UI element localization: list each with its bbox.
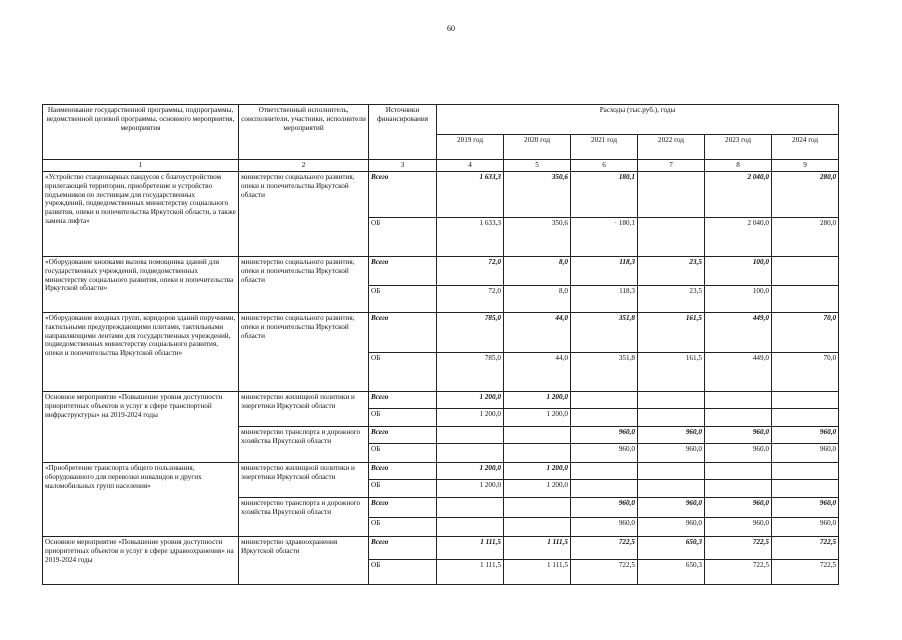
funding-source: Всего	[369, 257, 437, 286]
amount-cell	[638, 172, 705, 218]
amount-cell: 1 200,0	[504, 480, 571, 498]
table-row	[43, 257, 839, 286]
header-year: 2021 год	[571, 134, 638, 159]
amount-cell	[504, 427, 571, 444]
measure-name: «Устройство стационарных пандусов с благоустройством прилегающей территории, приобретение и устройство подъемников по лестницам для государственных учреждений, подведомственных министерству социального развития, опеки и попечительства Иркутской области, а также замена лифта»	[43, 172, 239, 257]
amount-cell: 350,6	[504, 218, 571, 257]
table-row	[43, 537, 839, 560]
amount-cell: 1 111,5	[437, 537, 504, 560]
amount-cell	[772, 392, 839, 409]
executor: министерство социального развития, опеки и попечительства Иркутской области	[239, 172, 369, 257]
column-number: 6	[571, 160, 638, 172]
amount-cell: 70,0	[772, 353, 839, 392]
amount-cell	[437, 427, 504, 444]
amount-cell: 960,0	[705, 498, 772, 518]
amount-cell: 960,0	[772, 444, 839, 463]
amount-cell: 44,0	[504, 353, 571, 392]
column-number: 8	[705, 160, 772, 172]
funding-source: ОБ	[369, 353, 437, 392]
header-year: 2020 год	[504, 134, 571, 159]
amount-cell: 960,0	[772, 518, 839, 537]
amount-cell	[437, 518, 504, 537]
amount-cell: 161,5	[638, 313, 705, 353]
funding-source: ОБ	[369, 218, 437, 257]
amount-cell: 1 200,0	[437, 392, 504, 409]
amount-cell: 72,0	[437, 286, 504, 313]
funding-source: Всего	[369, 427, 437, 444]
executor: министерство жилищной политики и энергетики Иркутской области	[239, 463, 369, 498]
amount-cell: 722,5	[772, 560, 839, 585]
table-row	[43, 463, 839, 480]
amount-cell: 960,0	[638, 444, 705, 463]
funding-source: Всего	[369, 498, 437, 518]
amount-cell: 1 200,0	[504, 392, 571, 409]
column-number: 4	[437, 160, 504, 172]
amount-cell: 8,0	[504, 286, 571, 313]
amount-cell: 70,0	[772, 313, 839, 353]
column-number: 7	[638, 160, 705, 172]
amount-cell: 1 200,0	[437, 409, 504, 427]
amount-cell: 161,5	[638, 353, 705, 392]
amount-cell: 100,0	[705, 286, 772, 313]
amount-cell	[705, 392, 772, 409]
amount-cell: 118,3	[571, 286, 638, 313]
amount-cell: 960,0	[638, 427, 705, 444]
amount-cell: 1 111,5	[504, 560, 571, 585]
amount-cell	[571, 392, 638, 409]
amount-cell: 1 633,3	[437, 218, 504, 257]
financing-table	[42, 104, 839, 585]
amount-cell	[571, 409, 638, 427]
amount-cell: 960,0	[571, 498, 638, 518]
amount-cell: 1 200,0	[437, 463, 504, 480]
funding-source: Всего	[369, 172, 437, 218]
amount-cell	[638, 463, 705, 480]
executor: министерство социального развития, опеки и попечительства Иркутской области	[239, 313, 369, 392]
funding-source: ОБ	[369, 480, 437, 498]
amount-cell: 449,0	[705, 313, 772, 353]
amount-cell: 960,0	[705, 427, 772, 444]
amount-cell: 650,3	[638, 560, 705, 585]
amount-cell	[437, 498, 504, 518]
funding-source: Всего	[369, 537, 437, 560]
amount-cell	[638, 409, 705, 427]
amount-cell: 960,0	[638, 498, 705, 518]
amount-cell: 960,0	[705, 444, 772, 463]
measure-name: Основное мероприятие «Повышение уровня доступности приоритетных объектов и услуг в сфере транспортной инфраструктуры» на 2019-2024 годы	[43, 392, 239, 463]
amount-cell: 180,1	[571, 172, 638, 218]
funding-source: ОБ	[369, 286, 437, 313]
funding-source: Всего	[369, 463, 437, 480]
executor: министерство транспорта и дорожного хозяйства Иркутской области	[239, 498, 369, 537]
amount-cell: 118,3	[571, 257, 638, 286]
amount-cell: 351,8	[571, 353, 638, 392]
column-number: 5	[504, 160, 571, 172]
amount-cell	[772, 480, 839, 498]
amount-cell: 350,6	[504, 172, 571, 218]
header-year: 2019 год	[437, 134, 504, 159]
amount-cell	[705, 463, 772, 480]
funding-source: Всего	[369, 392, 437, 409]
column-number: 9	[772, 160, 839, 172]
funding-source: ОБ	[369, 560, 437, 585]
header-program-name: Наименование государственной программы, подпрограммы, ведомственной целевой программы, основного мероприятия, мероприятия	[43, 105, 239, 160]
executor: министерство социального развития, опеки и попечительства Иркутской области	[239, 257, 369, 313]
amount-cell: 960,0	[571, 518, 638, 537]
amount-cell: 23,5	[638, 257, 705, 286]
amount-cell: 72,0	[437, 257, 504, 286]
amount-cell	[772, 286, 839, 313]
amount-cell	[705, 409, 772, 427]
funding-source: ОБ	[369, 518, 437, 537]
amount-cell: 280,0	[772, 218, 839, 257]
amount-cell	[638, 218, 705, 257]
amount-cell: 960,0	[571, 427, 638, 444]
amount-cell: 100,0	[705, 257, 772, 286]
amount-cell	[638, 480, 705, 498]
amount-cell: · 180,1	[571, 218, 638, 257]
amount-cell: 960,0	[772, 498, 839, 518]
funding-source: Всего	[369, 313, 437, 353]
amount-cell: 722,5	[705, 537, 772, 560]
amount-cell	[772, 463, 839, 480]
amount-cell: 2 040,0	[705, 218, 772, 257]
amount-cell: 1 200,0	[504, 463, 571, 480]
amount-cell	[504, 518, 571, 537]
amount-cell: 1 200,0	[504, 409, 571, 427]
funding-source: ОБ	[369, 409, 437, 427]
amount-cell: 960,0	[571, 444, 638, 463]
header-expenses: Расходы (тыс.руб.), годы	[437, 105, 839, 135]
amount-cell: 280,0	[772, 172, 839, 218]
amount-cell: 650,3	[638, 537, 705, 560]
amount-cell: 960,0	[772, 427, 839, 444]
amount-cell: 8,0	[504, 257, 571, 286]
amount-cell: 722,5	[772, 537, 839, 560]
amount-cell: 960,0	[705, 518, 772, 537]
amount-cell: 449,0	[705, 353, 772, 392]
amount-cell	[772, 409, 839, 427]
table-row	[43, 313, 839, 353]
executor: министерство здравоохранения Иркутской области	[239, 537, 369, 585]
executor: министерство жилищной политики и энергетики Иркутской области	[239, 392, 369, 427]
amount-cell	[504, 444, 571, 463]
amount-cell	[571, 463, 638, 480]
column-number: 3	[369, 160, 437, 172]
amount-cell: 1 111,5	[504, 537, 571, 560]
amount-cell: 722,5	[571, 560, 638, 585]
amount-cell: 2 040,0	[705, 172, 772, 218]
amount-cell	[571, 480, 638, 498]
amount-cell: 722,5	[705, 560, 772, 585]
amount-cell	[504, 498, 571, 518]
amount-cell	[437, 444, 504, 463]
measure-name: Основное мероприятие «Повышение уровня доступности приоритетных объектов и услуг в сфере здравоохранения» на 2019-2024 годы	[43, 537, 239, 585]
funding-source: ОБ	[369, 444, 437, 463]
amount-cell	[772, 257, 839, 286]
amount-cell	[638, 392, 705, 409]
amount-cell: 44,0	[504, 313, 571, 353]
header-funding-source: Источники финансирования	[369, 105, 437, 160]
amount-cell	[705, 480, 772, 498]
header-year: 2024 год	[772, 134, 839, 159]
amount-cell: 351,8	[571, 313, 638, 353]
header-executor: Ответственный исполнитель, соисполнители, участники, исполнители мероприятий	[239, 105, 369, 160]
column-number: 1	[43, 160, 239, 172]
amount-cell: 1 200,0	[437, 480, 504, 498]
header-year: 2022 год	[638, 134, 705, 159]
page-number: 60	[447, 24, 455, 33]
table-row	[43, 172, 839, 218]
column-number: 2	[239, 160, 369, 172]
measure-name: «Оборудование входных групп, коридоров зданий поручнями, тактильными предупреждающими плитами, тактильными направляющими лентами для государственных учреждений, подведомственных министерству социального развития, опеки и попечительства Иркутской области»	[43, 313, 239, 392]
header-year: 2023 год	[705, 134, 772, 159]
amount-cell: 785,0	[437, 353, 504, 392]
amount-cell: 722,5	[571, 537, 638, 560]
amount-cell: 785,0	[437, 313, 504, 353]
amount-cell: 23,5	[638, 286, 705, 313]
amount-cell: 1 111,5	[437, 560, 504, 585]
executor: министерство транспорта и дорожного хозяйства Иркутской области	[239, 427, 369, 463]
table-row	[43, 392, 839, 409]
amount-cell: 1 633,3	[437, 172, 504, 218]
measure-name: «Оборудование кнопками вызова помощника зданий для государственных учреждений, подведомственных министерству социального развития, опеки и попечительства Иркутской области»	[43, 257, 239, 313]
amount-cell: 960,0	[638, 518, 705, 537]
measure-name: «Приобретение транспорта общего пользования, оборудованного для перевозки инвалидов и других маломобильных групп населения»	[43, 463, 239, 537]
